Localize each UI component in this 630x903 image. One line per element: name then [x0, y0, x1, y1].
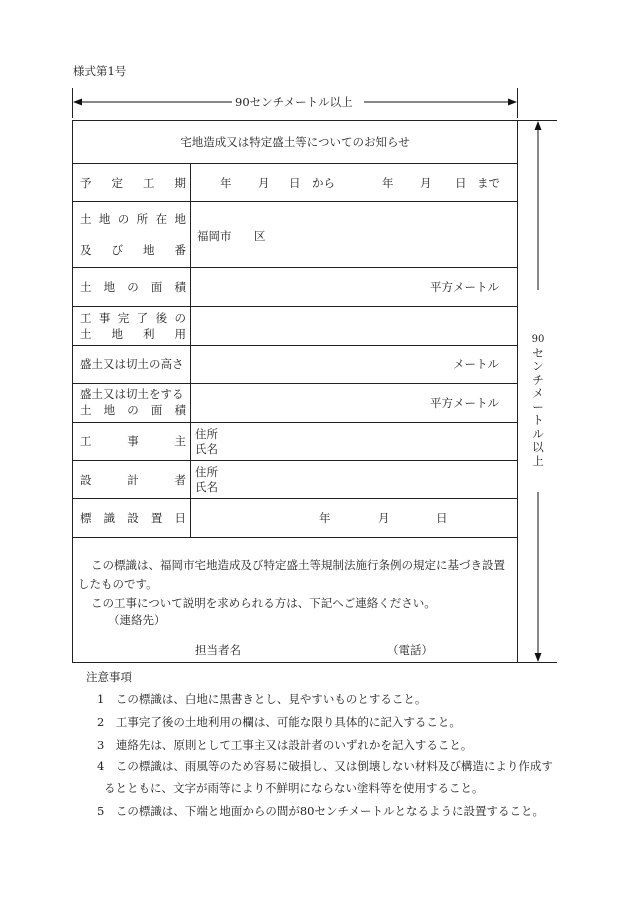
period-label: 予 定 工 期 [80, 176, 186, 190]
table-title: 宅地造成又は特定盛土等についてのお知らせ [180, 135, 410, 149]
location-label-line2: 及 び 地 番 [80, 243, 186, 257]
land-use-label-line2: 土 地 利 用 [80, 327, 186, 341]
note-item: 3 連絡先は、原則として工事主又は設計者のいずれかを記入すること。 [97, 738, 473, 752]
height-label: 90 セ ン チ メ ー ト ル 以 上 [531, 334, 545, 468]
arrow-up-icon [535, 121, 542, 130]
notes-heading: 注意事項 [86, 670, 132, 684]
arrow-right-icon [508, 99, 517, 106]
area-label: 土 地 の 面 積 [80, 280, 186, 294]
sign-date-label: 標 識 設 置 日 [80, 511, 186, 525]
note-item: 2 工事完了後の土地利用の欄は、可能な限り具体的に記入すること。 [97, 715, 461, 729]
notice-line1: この標識は、福岡市宅地造成及び特定盛土等規制法施行条例の規定に基づき設置 [91, 558, 505, 572]
person-label: 担当者名 [195, 643, 241, 657]
form-number: 様式第1号 [73, 64, 127, 78]
notice-line2: したものです。 [78, 577, 158, 591]
designer-name-label: 氏名 [195, 480, 218, 494]
location-label-line1: 土 地 の 所 在 地 [80, 212, 186, 226]
height-label: 盛土又は切土の高さ [80, 357, 184, 371]
width-label: 90センチメートル以上 [235, 95, 353, 109]
note-item-continuation: るとともに、文字が雨等により不鮮明にならない塗料等を使用すること。 [104, 781, 484, 795]
note-item: 4 この標識は、雨風等のため容易に破損し、又は倒壊しない材料及び構造により作成す [97, 759, 553, 773]
contact-label: （連絡先） [108, 613, 166, 627]
designer-address-label: 住所 [195, 465, 218, 479]
note-item: 1 この標識は、白地に黒書きとし、見やすいものとすること。 [97, 692, 427, 706]
note-item: 5 この標識は、下端と地面からの間が80センチメートルとなるように設置すること。 [97, 804, 544, 818]
arrow-left-icon [73, 99, 82, 106]
designer-label: 設 計 者 [80, 473, 186, 487]
client-name-label: 氏名 [195, 442, 218, 456]
area-unit: 平方メートル [430, 280, 499, 294]
client-label: 工 事 主 [80, 434, 186, 448]
phone-label: （電話） [387, 643, 433, 657]
location-ward: 区 [254, 229, 266, 243]
land-use-label-line1: 工 事 完 了 後 の [80, 311, 186, 325]
arrow-down-icon [535, 653, 542, 662]
fill-area-label-line2: 土 地 の 面 積 [80, 403, 186, 417]
fill-area-unit: 平方メートル [430, 396, 499, 410]
fill-area-label-line1: 盛土又は切土をする [80, 387, 184, 401]
notice-line3: この工事について説明を求められる方は、下記へご連絡ください。 [91, 596, 436, 610]
client-address-label: 住所 [195, 427, 218, 441]
height-unit: メートル [453, 357, 499, 371]
location-city: 福岡市 [197, 229, 232, 243]
